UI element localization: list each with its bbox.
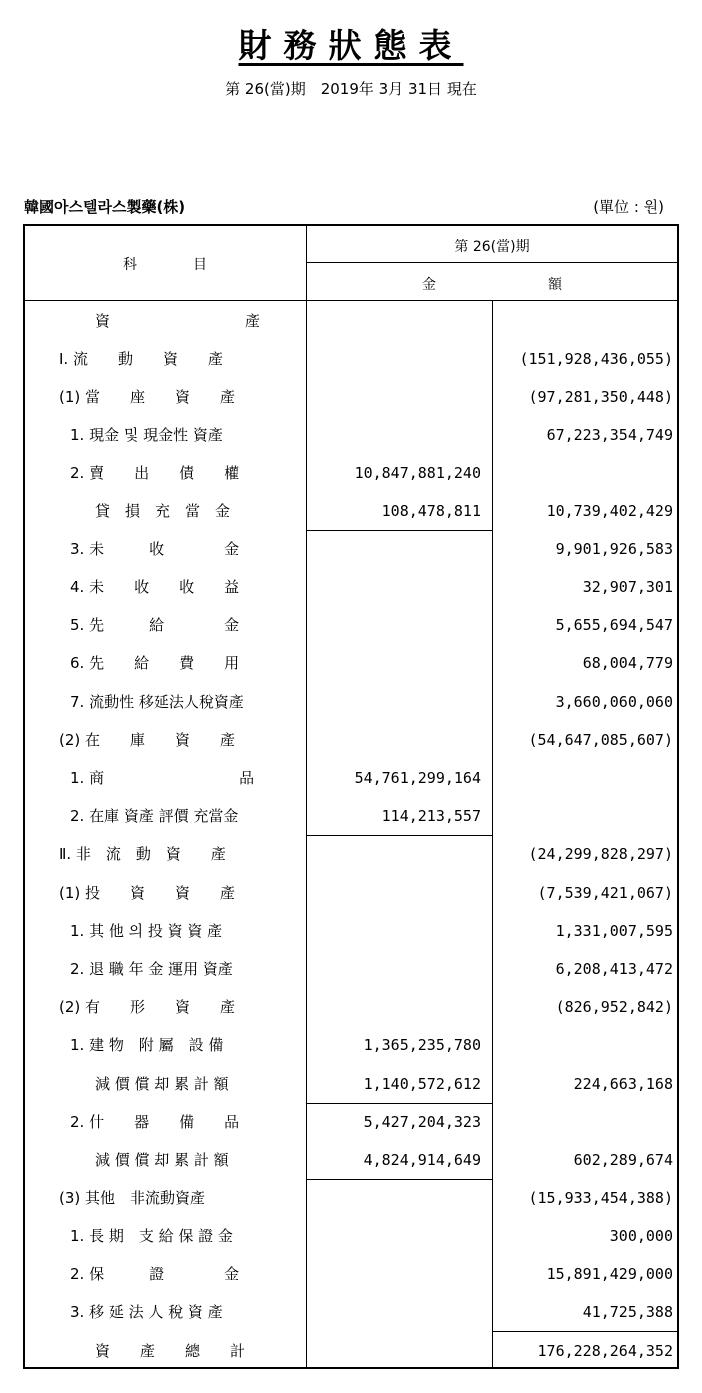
row-sub-amount: 1,140,572,612 xyxy=(363,1075,481,1093)
row-label: 資 產 總 計 xyxy=(95,1342,246,1360)
row-sub-amount xyxy=(311,1255,481,1293)
statement-row xyxy=(25,874,677,912)
statement-row xyxy=(25,1141,677,1179)
row-sub-amount xyxy=(311,988,481,1026)
row-label: 3. 移 延 法 人 稅 資 產 xyxy=(70,1303,223,1321)
row-amount: (7,539,421,067) xyxy=(537,884,673,902)
row-amount: (54,647,085,607) xyxy=(528,731,673,749)
statement-row xyxy=(25,1255,677,1293)
row-amount: (15,933,454,388) xyxy=(528,1189,673,1207)
row-sub-amount: 108,478,811 xyxy=(381,502,481,520)
row-amount: 67,223,354,749 xyxy=(546,426,673,444)
row-sub-amount xyxy=(311,950,481,988)
row-label: (3) 其他 非流動資產 xyxy=(59,1189,206,1207)
row-label: 1. 長 期 支 給 保 證 金 xyxy=(70,1227,233,1245)
row-label: (2) 在 庫 資 產 xyxy=(59,731,236,749)
row-sub-amount xyxy=(311,340,481,378)
row-sub-amount xyxy=(311,835,481,873)
statement-row xyxy=(25,340,677,378)
row-label: 減 價 償 却 累 計 額 xyxy=(95,1151,229,1169)
row-label: 1. 商 品 xyxy=(70,769,255,787)
header-account: 科 目 xyxy=(123,257,207,273)
row-amount xyxy=(493,302,673,340)
statement-row xyxy=(25,988,677,1026)
row-amount: 602,289,674 xyxy=(573,1151,673,1169)
statement-row xyxy=(25,644,677,682)
row-label: 7. 流動性 移延法人稅資產 xyxy=(70,693,244,711)
row-sub-amount xyxy=(311,302,481,340)
row-amount: 3,660,060,060 xyxy=(555,693,673,711)
row-sub-amount xyxy=(311,568,481,606)
row-sub-amount: 10,847,881,240 xyxy=(354,464,481,482)
row-amount xyxy=(493,1103,673,1141)
statement-row xyxy=(25,950,677,988)
row-amount xyxy=(493,759,673,797)
row-sub-amount: 1,365,235,780 xyxy=(363,1036,481,1054)
row-label: 1. 現金 및 現金性 資產 xyxy=(70,426,223,444)
row-sub-amount xyxy=(311,912,481,950)
statement-row xyxy=(25,1026,677,1064)
row-sub-amount xyxy=(311,644,481,682)
row-amount: 9,901,926,583 xyxy=(555,540,673,558)
statement-row xyxy=(25,1179,677,1217)
row-amount: 6,208,413,472 xyxy=(555,960,673,978)
statement-row xyxy=(25,302,677,340)
row-amount: 176,228,264,352 xyxy=(537,1342,673,1360)
statement-row xyxy=(25,1332,677,1370)
row-sub-amount xyxy=(311,1332,481,1370)
statement-row xyxy=(25,1065,677,1103)
statement-row xyxy=(25,683,677,721)
statement-row xyxy=(25,530,677,568)
row-sub-amount: 4,824,914,649 xyxy=(363,1151,481,1169)
row-sub-amount xyxy=(311,1179,481,1217)
statement-row xyxy=(25,1217,677,1255)
row-sub-amount xyxy=(311,606,481,644)
divider-header-bottom xyxy=(24,300,678,301)
row-amount: (826,952,842) xyxy=(555,998,673,1016)
statement-row xyxy=(25,378,677,416)
row-amount: 300,000 xyxy=(609,1227,673,1245)
row-sub-amount xyxy=(311,1217,481,1255)
company-name: 韓國아스텔라스製藥(株) xyxy=(24,198,186,216)
row-amount: (151,928,436,055) xyxy=(519,350,673,368)
divider-period-header xyxy=(306,262,678,263)
row-amount: (24,299,828,297) xyxy=(528,845,673,863)
row-amount xyxy=(493,454,673,492)
row-label: (1) 投 資 資 產 xyxy=(59,884,236,902)
row-label: Ⅰ. 流 動 資 產 xyxy=(59,350,223,368)
statement-row xyxy=(25,568,677,606)
row-sub-amount xyxy=(311,378,481,416)
header-amount: 金 額 xyxy=(422,277,562,293)
row-sub-amount xyxy=(311,1293,481,1331)
row-amount: 5,655,694,547 xyxy=(555,616,673,634)
row-amount: 10,739,402,429 xyxy=(546,502,673,520)
header-period: 第 26(當)期 xyxy=(454,239,530,255)
statement-row xyxy=(25,759,677,797)
row-label: 1. 建 物 附 屬 設 備 xyxy=(70,1036,224,1054)
row-label: 1. 其 他 의 投 資 資 產 xyxy=(70,922,223,940)
row-sub-amount xyxy=(311,416,481,454)
row-amount: (97,281,350,448) xyxy=(528,388,673,406)
row-amount: 15,891,429,000 xyxy=(546,1265,673,1283)
row-label: Ⅱ. 非 流 動 資 產 xyxy=(59,845,226,863)
statement-row xyxy=(25,835,677,873)
row-sub-amount xyxy=(311,721,481,759)
row-sub-amount xyxy=(311,683,481,721)
unit-label: (單位 : 원) xyxy=(593,198,664,216)
row-amount: 68,004,779 xyxy=(582,654,673,672)
row-label: 3. 未 收 金 xyxy=(70,540,240,558)
row-label: 2. 賣 出 債 權 xyxy=(70,464,240,482)
row-amount: 32,907,301 xyxy=(582,578,673,596)
row-label: 2. 什 器 備 品 xyxy=(70,1113,240,1131)
row-label: 2. 在庫 資產 評價 充當金 xyxy=(70,807,239,825)
row-amount: 1,331,007,595 xyxy=(555,922,673,940)
statement-row xyxy=(25,454,677,492)
row-label: 資 產 xyxy=(95,312,261,330)
statement-row xyxy=(25,416,677,454)
row-label: 4. 未 收 收 益 xyxy=(70,578,240,596)
row-label: 減 價 償 却 累 計 額 xyxy=(95,1075,229,1093)
row-amount xyxy=(493,797,673,835)
row-label: 6. 先 給 費 用 xyxy=(70,654,240,672)
statement-row xyxy=(25,1293,677,1331)
row-sub-amount: 5,427,204,323 xyxy=(363,1113,481,1131)
row-label: (2) 有 形 資 產 xyxy=(59,998,236,1016)
statement-row xyxy=(25,1103,677,1141)
statement-row xyxy=(25,492,677,530)
row-sub-amount xyxy=(311,874,481,912)
row-amount: 224,663,168 xyxy=(573,1075,673,1093)
statement-row xyxy=(25,797,677,835)
row-amount xyxy=(493,1026,673,1064)
row-sub-amount xyxy=(311,530,481,568)
document-title: 財務狀態表 xyxy=(238,26,464,65)
row-sub-amount: 114,213,557 xyxy=(381,807,481,825)
statement-row xyxy=(25,912,677,950)
row-label: 2. 退 職 年 金 運用 資產 xyxy=(70,960,233,978)
row-amount: 41,725,388 xyxy=(582,1303,673,1321)
statement-row xyxy=(25,606,677,644)
row-label: (1) 當 座 資 產 xyxy=(59,388,236,406)
row-label: 貸 損 充 當 金 xyxy=(95,502,231,520)
row-label: 5. 先 給 金 xyxy=(70,616,240,634)
statement-row xyxy=(25,721,677,759)
row-sub-amount: 54,761,299,164 xyxy=(354,769,481,787)
row-label: 2. 保 證 金 xyxy=(70,1265,240,1283)
document-subtitle: 第 26(當)期 2019年 3月 31日 現在 xyxy=(225,80,477,98)
